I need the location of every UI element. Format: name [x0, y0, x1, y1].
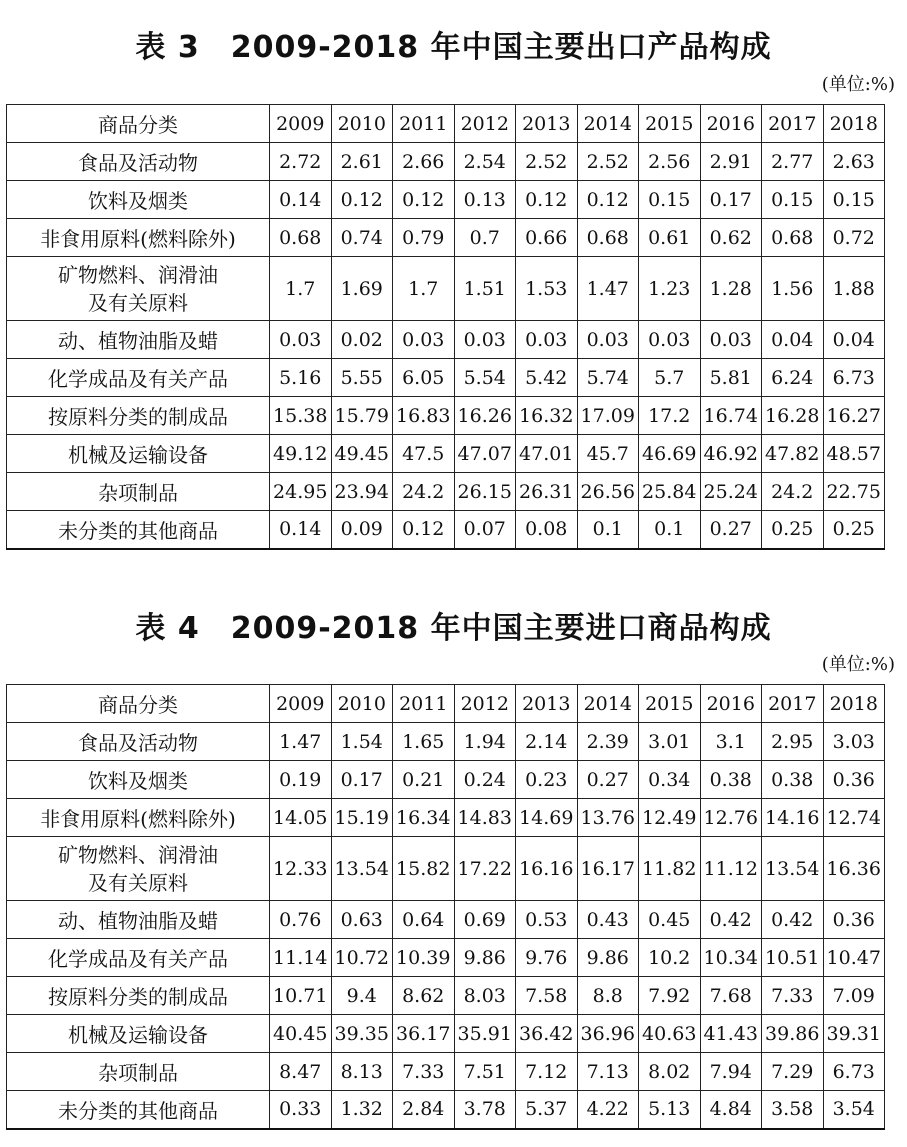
- value-cell: 10.72: [331, 939, 393, 977]
- table-row: [7, 397, 885, 435]
- value-cell: 9.86: [454, 939, 516, 977]
- value-cell: 40.45: [270, 1015, 332, 1053]
- value-cell: 3.78: [454, 1091, 516, 1129]
- value-cell: 14.83: [454, 799, 516, 837]
- value-cell: 6.73: [823, 359, 885, 397]
- value-cell: 1.28: [700, 257, 762, 321]
- table-row: [7, 1091, 885, 1129]
- value-cell: 39.86: [762, 1015, 824, 1053]
- value-cell: 1.23: [639, 257, 701, 321]
- value-cell: 0.42: [700, 901, 762, 939]
- value-cell: 0.21: [393, 761, 455, 799]
- value-cell: 23.94: [331, 473, 393, 511]
- value-cell: 0.72: [823, 219, 885, 257]
- value-cell: 0.02: [331, 321, 393, 359]
- category-column-header: 商品分类: [7, 105, 270, 143]
- value-cell: 0.69: [454, 901, 516, 939]
- value-cell: 5.74: [577, 359, 639, 397]
- value-cell: 0.03: [454, 321, 516, 359]
- value-cell: 10.47: [823, 939, 885, 977]
- value-cell: 1.7: [393, 257, 455, 321]
- category-cell: 未分类的其他商品: [7, 1091, 270, 1129]
- value-cell: 16.83: [393, 397, 455, 435]
- value-cell: 10.34: [700, 939, 762, 977]
- table-row: [7, 257, 885, 321]
- value-cell: 0.68: [762, 219, 824, 257]
- value-cell: 26.56: [577, 473, 639, 511]
- value-cell: 2.54: [454, 143, 516, 181]
- value-cell: 3.1: [700, 723, 762, 761]
- value-cell: 0.53: [516, 901, 578, 939]
- year-column-header: 2016: [700, 105, 762, 143]
- category-cell: 动、植物油脂及蜡: [7, 901, 270, 939]
- category-cell: [7, 837, 270, 901]
- value-cell: 0.15: [762, 181, 824, 219]
- year-column-header: 2018: [823, 685, 885, 723]
- value-cell: 12.33: [270, 837, 332, 901]
- import-table-title: 表 4 2009-2018 年中国主要进口商品构成: [135, 611, 772, 646]
- value-cell: 0.17: [700, 181, 762, 219]
- value-cell: 10.2: [639, 939, 701, 977]
- table-row: [7, 837, 885, 901]
- table-row: [7, 473, 885, 511]
- value-cell: 0.03: [700, 321, 762, 359]
- value-cell: 0.64: [393, 901, 455, 939]
- value-cell: 49.45: [331, 435, 393, 473]
- year-column-header: 2010: [331, 685, 393, 723]
- value-cell: 0.03: [516, 321, 578, 359]
- value-cell: 2.72: [270, 143, 332, 181]
- value-cell: 5.54: [454, 359, 516, 397]
- export-unit-label: (单位:%): [821, 74, 895, 95]
- value-cell: 25.24: [700, 473, 762, 511]
- value-cell: 0.34: [639, 761, 701, 799]
- table-row: [7, 321, 885, 359]
- table-row: [7, 1015, 885, 1053]
- value-cell: 1.51: [454, 257, 516, 321]
- table-row: [7, 435, 885, 473]
- value-cell: 2.39: [577, 723, 639, 761]
- value-cell: 5.42: [516, 359, 578, 397]
- value-cell: 0.15: [639, 181, 701, 219]
- value-cell: 47.01: [516, 435, 578, 473]
- value-cell: 8.47: [270, 1053, 332, 1091]
- value-cell: 8.13: [331, 1053, 393, 1091]
- value-cell: 2.52: [577, 143, 639, 181]
- value-cell: 0.68: [270, 219, 332, 257]
- value-cell: 0.03: [270, 321, 332, 359]
- value-cell: 15.38: [270, 397, 332, 435]
- value-cell: 1.94: [454, 723, 516, 761]
- year-column-header: 2017: [762, 685, 824, 723]
- value-cell: 0.15: [823, 181, 885, 219]
- year-column-header: 2011: [393, 105, 455, 143]
- value-cell: 17.2: [639, 397, 701, 435]
- category-cell: 杂项制品: [7, 1053, 270, 1091]
- category-cell: 非食用原料(燃料除外): [7, 799, 270, 837]
- value-cell: 0.63: [331, 901, 393, 939]
- value-cell: 8.02: [639, 1053, 701, 1091]
- header-row: [7, 685, 885, 723]
- value-cell: 22.75: [823, 473, 885, 511]
- value-cell: 14.05: [270, 799, 332, 837]
- value-cell: 1.69: [331, 257, 393, 321]
- value-cell: 13.54: [762, 837, 824, 901]
- value-cell: 39.31: [823, 1015, 885, 1053]
- value-cell: 0.12: [393, 181, 455, 219]
- value-cell: 0.38: [700, 761, 762, 799]
- value-cell: 8.8: [577, 977, 639, 1015]
- value-cell: 2.14: [516, 723, 578, 761]
- value-cell: 0.12: [516, 181, 578, 219]
- value-cell: 15.79: [331, 397, 393, 435]
- value-cell: 1.56: [762, 257, 824, 321]
- category-cell: 食品及活动物: [7, 143, 270, 181]
- table-row: [7, 901, 885, 939]
- value-cell: 0.12: [331, 181, 393, 219]
- value-cell: 6.73: [823, 1053, 885, 1091]
- value-cell: 0.61: [639, 219, 701, 257]
- year-column-header: 2016: [700, 685, 762, 723]
- category-cell: 机械及运输设备: [7, 1015, 270, 1053]
- value-cell: 39.35: [331, 1015, 393, 1053]
- category-column-header: 商品分类: [7, 685, 270, 723]
- value-cell: 0.36: [823, 761, 885, 799]
- year-column-header: 2015: [639, 685, 701, 723]
- value-cell: 0.03: [393, 321, 455, 359]
- value-cell: 1.54: [331, 723, 393, 761]
- value-cell: 11.82: [639, 837, 701, 901]
- value-cell: 25.84: [639, 473, 701, 511]
- year-column-header: 2009: [270, 105, 332, 143]
- value-cell: 9.86: [577, 939, 639, 977]
- value-cell: 6.05: [393, 359, 455, 397]
- category-line-2: 及有关原料: [88, 290, 188, 315]
- value-cell: 2.56: [639, 143, 701, 181]
- year-column-header: 2018: [823, 105, 885, 143]
- category-cell: 化学成品及有关产品: [7, 359, 270, 397]
- table-row: [7, 359, 885, 397]
- value-cell: 13.76: [577, 799, 639, 837]
- table-row: [7, 1053, 885, 1091]
- value-cell: 0.14: [270, 511, 332, 549]
- category-cell: 非食用原料(燃料除外): [7, 219, 270, 257]
- value-cell: 0.27: [577, 761, 639, 799]
- value-cell: 4.84: [700, 1091, 762, 1129]
- table-row: [7, 511, 885, 549]
- value-cell: 17.09: [577, 397, 639, 435]
- value-cell: 35.91: [454, 1015, 516, 1053]
- table-row: [7, 143, 885, 181]
- value-cell: 0.12: [393, 511, 455, 549]
- table-row: [7, 181, 885, 219]
- value-cell: 10.71: [270, 977, 332, 1015]
- export-table-title: 表 3 2009-2018 年中国主要出口产品构成: [135, 30, 772, 65]
- value-cell: 5.81: [700, 359, 762, 397]
- category-line-1: 矿物燃料、润滑油: [58, 262, 218, 287]
- year-column-header: 2013: [516, 685, 578, 723]
- value-cell: 0.27: [700, 511, 762, 549]
- year-column-header: 2011: [393, 685, 455, 723]
- value-cell: 2.84: [393, 1091, 455, 1129]
- value-cell: 36.17: [393, 1015, 455, 1053]
- value-cell: 46.92: [700, 435, 762, 473]
- category-cell: 未分类的其他商品: [7, 511, 270, 549]
- value-cell: 2.91: [700, 143, 762, 181]
- value-cell: 0.68: [577, 219, 639, 257]
- value-cell: 16.74: [700, 397, 762, 435]
- value-cell: 0.1: [577, 511, 639, 549]
- value-cell: 10.51: [762, 939, 824, 977]
- value-cell: 0.09: [331, 511, 393, 549]
- value-cell: 0.1: [639, 511, 701, 549]
- value-cell: 17.22: [454, 837, 516, 901]
- value-cell: 0.79: [393, 219, 455, 257]
- import-composition-table: [6, 684, 885, 1130]
- year-column-header: 2017: [762, 105, 824, 143]
- value-cell: 47.82: [762, 435, 824, 473]
- value-cell: 7.13: [577, 1053, 639, 1091]
- value-cell: 36.42: [516, 1015, 578, 1053]
- value-cell: 0.76: [270, 901, 332, 939]
- value-cell: 16.27: [823, 397, 885, 435]
- value-cell: 12.74: [823, 799, 885, 837]
- table-row: [7, 939, 885, 977]
- category-cell: 按原料分类的制成品: [7, 977, 270, 1015]
- value-cell: 15.19: [331, 799, 393, 837]
- value-cell: 12.49: [639, 799, 701, 837]
- category-cell: 化学成品及有关产品: [7, 939, 270, 977]
- value-cell: 0.38: [762, 761, 824, 799]
- category-cell: 机械及运输设备: [7, 435, 270, 473]
- value-cell: 14.16: [762, 799, 824, 837]
- value-cell: 0.08: [516, 511, 578, 549]
- value-cell: 26.31: [516, 473, 578, 511]
- value-cell: 5.55: [331, 359, 393, 397]
- value-cell: 11.12: [700, 837, 762, 901]
- value-cell: 5.7: [639, 359, 701, 397]
- category-cell: [7, 257, 270, 321]
- year-column-header: 2015: [639, 105, 701, 143]
- category-cell: 按原料分类的制成品: [7, 397, 270, 435]
- value-cell: 0.04: [823, 321, 885, 359]
- value-cell: 5.16: [270, 359, 332, 397]
- value-cell: 4.22: [577, 1091, 639, 1129]
- value-cell: 0.25: [823, 511, 885, 549]
- value-cell: 7.58: [516, 977, 578, 1015]
- value-cell: 15.82: [393, 837, 455, 901]
- value-cell: 0.33: [270, 1091, 332, 1129]
- table-row: [7, 723, 885, 761]
- value-cell: 48.57: [823, 435, 885, 473]
- value-cell: 47.07: [454, 435, 516, 473]
- value-cell: 0.14: [270, 181, 332, 219]
- value-cell: 36.96: [577, 1015, 639, 1053]
- value-cell: 3.01: [639, 723, 701, 761]
- value-cell: 1.7: [270, 257, 332, 321]
- value-cell: 0.42: [762, 901, 824, 939]
- value-cell: 9.4: [331, 977, 393, 1015]
- value-cell: 0.19: [270, 761, 332, 799]
- value-cell: 7.09: [823, 977, 885, 1015]
- year-column-header: 2012: [454, 685, 516, 723]
- value-cell: 8.03: [454, 977, 516, 1015]
- value-cell: 2.61: [331, 143, 393, 181]
- export-composition-table: [6, 104, 885, 550]
- year-column-header: 2014: [577, 105, 639, 143]
- value-cell: 7.92: [639, 977, 701, 1015]
- value-cell: 1.65: [393, 723, 455, 761]
- value-cell: 16.16: [516, 837, 578, 901]
- value-cell: 16.28: [762, 397, 824, 435]
- value-cell: 11.14: [270, 939, 332, 977]
- value-cell: 0.25: [762, 511, 824, 549]
- value-cell: 0.74: [331, 219, 393, 257]
- category-cell: 杂项制品: [7, 473, 270, 511]
- value-cell: 24.2: [762, 473, 824, 511]
- value-cell: 2.77: [762, 143, 824, 181]
- value-cell: 6.24: [762, 359, 824, 397]
- value-cell: 2.95: [762, 723, 824, 761]
- value-cell: 0.04: [762, 321, 824, 359]
- value-cell: 0.43: [577, 901, 639, 939]
- value-cell: 3.54: [823, 1091, 885, 1129]
- category-cell: 饮料及烟类: [7, 761, 270, 799]
- value-cell: 0.13: [454, 181, 516, 219]
- value-cell: 45.7: [577, 435, 639, 473]
- value-cell: 24.95: [270, 473, 332, 511]
- category-line-1: 矿物燃料、润滑油: [58, 842, 218, 867]
- value-cell: 7.12: [516, 1053, 578, 1091]
- year-column-header: 2009: [270, 685, 332, 723]
- value-cell: 0.62: [700, 219, 762, 257]
- value-cell: 1.88: [823, 257, 885, 321]
- value-cell: 2.66: [393, 143, 455, 181]
- table-row: [7, 219, 885, 257]
- value-cell: 3.58: [762, 1091, 824, 1129]
- value-cell: 16.17: [577, 837, 639, 901]
- value-cell: 13.54: [331, 837, 393, 901]
- table-row: [7, 977, 885, 1015]
- table-row: [7, 799, 885, 837]
- value-cell: 5.13: [639, 1091, 701, 1129]
- value-cell: 16.26: [454, 397, 516, 435]
- value-cell: 0.66: [516, 219, 578, 257]
- value-cell: 9.76: [516, 939, 578, 977]
- year-column-header: 2013: [516, 105, 578, 143]
- value-cell: 24.2: [393, 473, 455, 511]
- value-cell: 40.63: [639, 1015, 701, 1053]
- value-cell: 0.24: [454, 761, 516, 799]
- value-cell: 41.43: [700, 1015, 762, 1053]
- value-cell: 7.68: [700, 977, 762, 1015]
- year-column-header: 2014: [577, 685, 639, 723]
- value-cell: 16.34: [393, 799, 455, 837]
- value-cell: 12.76: [700, 799, 762, 837]
- category-cell: 饮料及烟类: [7, 181, 270, 219]
- value-cell: 7.29: [762, 1053, 824, 1091]
- value-cell: 2.52: [516, 143, 578, 181]
- value-cell: 8.62: [393, 977, 455, 1015]
- value-cell: 1.47: [270, 723, 332, 761]
- value-cell: 0.45: [639, 901, 701, 939]
- year-column-header: 2010: [331, 105, 393, 143]
- value-cell: 1.53: [516, 257, 578, 321]
- value-cell: 5.37: [516, 1091, 578, 1129]
- value-cell: 7.33: [393, 1053, 455, 1091]
- value-cell: 7.33: [762, 977, 824, 1015]
- value-cell: 3.03: [823, 723, 885, 761]
- value-cell: 0.12: [577, 181, 639, 219]
- category-cell: 食品及活动物: [7, 723, 270, 761]
- value-cell: 0.23: [516, 761, 578, 799]
- value-cell: 7.51: [454, 1053, 516, 1091]
- value-cell: 0.03: [577, 321, 639, 359]
- category-line-2: 及有关原料: [88, 870, 188, 895]
- value-cell: 0.07: [454, 511, 516, 549]
- value-cell: 46.69: [639, 435, 701, 473]
- value-cell: 10.39: [393, 939, 455, 977]
- import-unit-label: (单位:%): [821, 654, 895, 675]
- value-cell: 26.15: [454, 473, 516, 511]
- value-cell: 7.94: [700, 1053, 762, 1091]
- category-cell: 动、植物油脂及蜡: [7, 321, 270, 359]
- value-cell: 49.12: [270, 435, 332, 473]
- value-cell: 16.36: [823, 837, 885, 901]
- value-cell: 0.03: [639, 321, 701, 359]
- value-cell: 0.36: [823, 901, 885, 939]
- value-cell: 47.5: [393, 435, 455, 473]
- value-cell: 1.47: [577, 257, 639, 321]
- value-cell: 14.69: [516, 799, 578, 837]
- value-cell: 0.7: [454, 219, 516, 257]
- value-cell: 1.32: [331, 1091, 393, 1129]
- value-cell: 0.17: [331, 761, 393, 799]
- value-cell: 16.32: [516, 397, 578, 435]
- value-cell: 2.63: [823, 143, 885, 181]
- table-row: [7, 761, 885, 799]
- year-column-header: 2012: [454, 105, 516, 143]
- header-row: [7, 105, 885, 143]
